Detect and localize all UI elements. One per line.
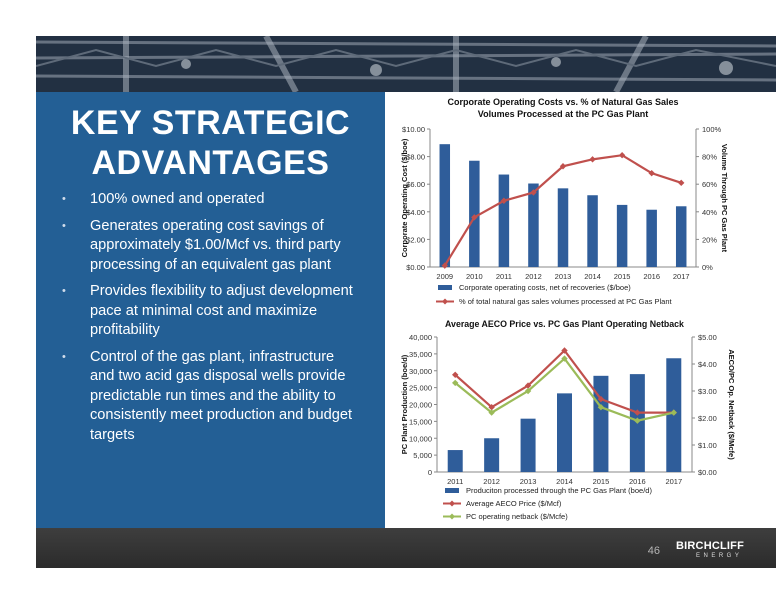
x-tick-label: 2015	[613, 272, 631, 281]
legend-label: PC operating netback ($/Mcfe)	[466, 512, 568, 521]
bar	[558, 188, 569, 267]
y-tick-label: $2.00	[406, 235, 425, 245]
y2-tick-label: $3.00	[698, 387, 717, 396]
legend-swatch	[438, 285, 452, 290]
y-tick-label: 30,000	[409, 366, 432, 376]
legend-marker	[442, 299, 448, 305]
bullet-item	[62, 217, 358, 276]
bar	[448, 450, 463, 472]
y-tick-label: 35,000	[409, 349, 432, 359]
bullet-text: Generates operating cost savings of approximately $1.00/Mcf vs. third party processing of an equivalent gas plant	[90, 217, 341, 273]
bar	[499, 175, 510, 267]
y-tick-label: 20,000	[409, 400, 432, 410]
x-tick-label: 2013	[554, 272, 572, 281]
bar	[593, 376, 608, 472]
footer-bar	[36, 528, 776, 568]
advantages-bullet-list	[62, 190, 358, 452]
y-tick-label: $8.00	[406, 152, 425, 162]
bar	[676, 206, 687, 267]
y-tick-label: 10,000	[409, 434, 432, 444]
bullet-item	[62, 282, 358, 341]
charts-area	[385, 92, 776, 528]
y2-tick-label: $4.00	[698, 360, 717, 369]
bar	[646, 210, 657, 267]
y-tick-label: $4.00	[406, 207, 425, 217]
page-number: 46	[647, 545, 660, 557]
line-point-marker	[589, 156, 595, 162]
pipework-illustration	[36, 36, 776, 92]
line-point-marker	[678, 180, 684, 186]
y2-tick-label: $0.00	[698, 468, 717, 477]
bullet-dot-icon: •	[62, 193, 66, 205]
legend-label: Corporate operating costs, net of recoveries ($/boe)	[459, 283, 631, 292]
x-tick-label: 2014	[584, 272, 601, 281]
bar	[617, 205, 628, 267]
logo-sub: ENERGY	[696, 553, 743, 559]
bar	[521, 419, 536, 472]
charts-svg	[385, 92, 776, 528]
bullet-item	[62, 190, 358, 210]
bar	[484, 438, 499, 472]
x-tick-label: 2016	[643, 272, 661, 281]
company-logo	[676, 540, 768, 559]
x-tick-label: 2012	[483, 477, 500, 486]
legend-swatch	[445, 488, 459, 493]
x-tick-label: 2016	[629, 477, 646, 486]
y-axis-label: Corporate Operating Cost ($/boe)	[400, 138, 409, 258]
bullet-item	[62, 348, 358, 446]
bullet-dot-icon: •	[62, 350, 66, 363]
y2-axis-label: Volume Through PC Gas Plant	[720, 143, 729, 253]
chart-title: Corporate Operating Costs vs. % of Natural Gas Sales	[447, 97, 679, 107]
bullet-text: 100% owned and operated	[90, 191, 265, 207]
y-tick-label: 15,000	[409, 417, 432, 427]
y2-axis-label: AECO/PC Op. Netback ($/Mcfe)	[727, 349, 736, 460]
y2-tick-label: 80%	[702, 152, 718, 162]
y2-tick-label: 40%	[702, 207, 718, 217]
bar	[528, 184, 539, 267]
y2-tick-label: $1.00	[698, 441, 717, 450]
bullet-dot-icon: •	[62, 219, 66, 232]
legend-label: Produciton processed through the PC Gas Plant (boe/d)	[466, 486, 652, 495]
x-tick-label: 2015	[592, 477, 610, 486]
bar	[440, 144, 451, 267]
bar	[469, 161, 480, 267]
y2-tick-label: 20%	[702, 235, 718, 245]
bullet-dot-icon: •	[62, 285, 66, 297]
y2-tick-label: 100%	[702, 125, 722, 134]
x-tick-label: 2011	[447, 477, 464, 486]
y-axis-label: PC Plant Production (boe/d)	[400, 354, 409, 455]
x-tick-label: 2009	[436, 272, 454, 281]
x-tick-label: 2010	[465, 272, 483, 281]
bar	[557, 393, 572, 472]
legend-marker	[449, 501, 455, 507]
bullet-text: Control of the gas plant, infrastructure and two acid gas disposal wells provide predictable run times and the ability to consistently meet production and budget targets	[90, 348, 353, 443]
y2-tick-label: 0%	[702, 263, 713, 272]
chart-title: Average AECO Price vs. PC Gas Plant Operating Netback	[445, 319, 684, 329]
slide-title: KEY STRATEGIC ADVANTAGES	[70, 104, 351, 182]
x-tick-label: 2011	[495, 272, 512, 281]
industrial-header-image	[36, 36, 776, 92]
x-tick-label: 2013	[519, 477, 537, 486]
x-tick-label: 2012	[525, 272, 542, 281]
y2-tick-label: $5.00	[698, 333, 717, 342]
x-tick-label: 2017	[665, 477, 683, 486]
logo-name: BIRCHCLIFF	[676, 540, 744, 552]
y-tick-label: $0.00	[406, 263, 425, 272]
y-tick-label: 5,000	[413, 451, 432, 461]
y-tick-label: 0	[427, 468, 432, 477]
chart-title: Volumes Processed at the PC Gas Plant	[477, 109, 649, 119]
y-tick-label: 40,000	[409, 333, 432, 342]
y-tick-label: $6.00	[406, 180, 425, 190]
y2-tick-label: $2.00	[698, 414, 717, 423]
y-tick-label: $10.00	[402, 125, 425, 134]
x-tick-label: 2014	[556, 477, 573, 486]
legend-marker	[449, 514, 455, 520]
legend-label: Average AECO Price ($/Mcf)	[466, 499, 562, 508]
bar	[587, 195, 598, 267]
y2-tick-label: 60%	[702, 180, 718, 190]
bullet-text: Provides flexibility to adjust development pace at minimal cost and maximize profitability	[90, 283, 353, 338]
y-tick-label: 25,000	[409, 383, 432, 393]
x-tick-label: 2017	[672, 272, 690, 281]
legend-label: % of total natural gas sales volumes processed at PC Gas Plant	[459, 297, 672, 306]
